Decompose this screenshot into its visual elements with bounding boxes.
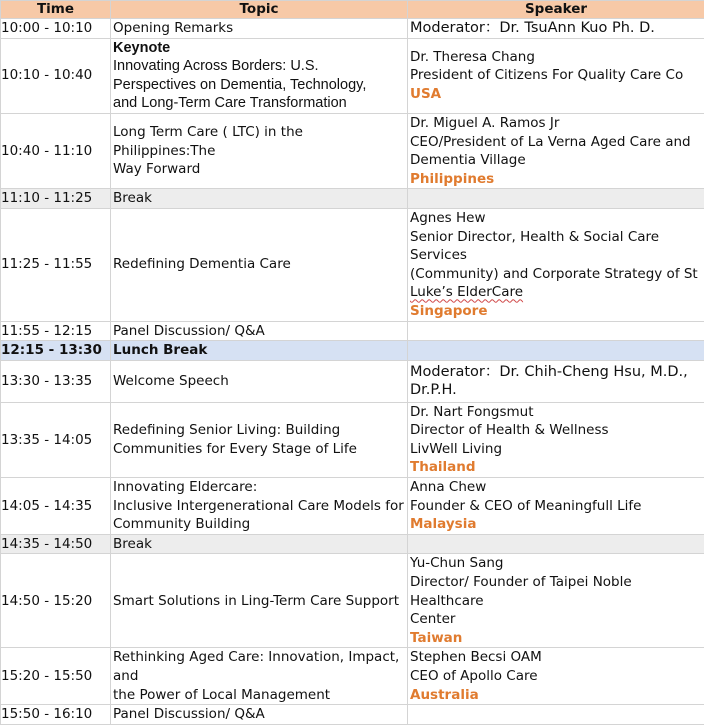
topic-line: Community Building [113,515,405,534]
speaker-name: Dr. Theresa Chang [410,48,702,67]
speaker-title: Director of Health & Wellness [410,421,702,440]
topic-cell [111,321,408,341]
topic-cell [111,189,408,209]
speaker-title: CEO of Apollo Care [410,667,702,686]
speaker-cell [408,402,704,477]
topic-cell [111,402,408,477]
topic-line: Panel Discussion/ Q&A [113,322,405,341]
keynote-label: Keynote [113,39,405,58]
speaker-cell [408,705,704,725]
speaker-title: President of Citizens For Quality Care Co [410,66,702,85]
speaker-cell [408,113,704,188]
break-row [1,189,704,209]
agenda-row [1,113,704,188]
time-cell: 11:25 - 11:55 [1,208,111,321]
speaker-title: Dementia Village [410,151,702,170]
time-cell: 10:10 - 10:40 [1,38,111,113]
speaker-cell [408,534,704,554]
time-cell: 13:30 - 13:35 [1,360,111,402]
topic-line: Panel Discussion/ Q&A [113,705,405,724]
speaker-cell [408,19,704,39]
speaker-cell [408,38,704,113]
agenda-row [1,19,704,39]
speaker-cell [408,189,704,209]
country-label: Philippines [410,170,702,189]
speaker-title: Founder & CEO of Meaningfull Life [410,497,702,516]
agenda-row [1,208,704,321]
topic-line: Innovating Eldercare: [113,478,405,497]
header-row [1,1,704,19]
country-label: Taiwan [410,629,702,648]
agenda-row [1,321,704,341]
agenda-row [1,478,704,535]
speaker-title: Luke’s ElderCare [410,283,702,302]
topic-cell [111,705,408,725]
topic-cell [111,208,408,321]
time-cell: 10:40 - 11:10 [1,113,111,188]
time-cell: 15:50 - 16:10 [1,705,111,725]
speaker-name: Dr. Miguel A. Ramos Jr [410,114,702,133]
speaker-name: Anna Chew [410,478,702,497]
speaker-title: Senior Director, Health & Social Care Services [410,228,702,265]
break-row [1,534,704,554]
time-cell: 10:00 - 10:10 [1,19,111,39]
agenda-row [1,402,704,477]
topic-line: Communities for Every Stage of Life [113,440,405,459]
speaker-header: Speaker [408,1,704,19]
topic-cell [111,19,408,39]
break-label: Break [113,189,405,208]
topic-cell [111,534,408,554]
topic-line: Smart Solutions in Ling-Term Care Support [113,592,405,611]
topic-line: Redefining Dementia Care [113,255,405,274]
topic-line: Redefining Senior Living: Building [113,421,405,440]
time-cell: 14:35 - 14:50 [1,534,111,554]
time-header: Time [1,1,111,19]
speaker-cell [408,554,704,648]
topic-line: Long Term Care ( LTC) in the Philippines:The [113,123,405,160]
moderator-line: Moderator：Dr. Chih-Cheng Hsu, M.D., [410,363,702,382]
topic-cell [111,38,408,113]
speaker-name: Agnes Hew [410,209,702,228]
topic-cell [111,648,408,705]
lunch-label: Lunch Break [113,341,405,360]
country-label: Malaysia [410,515,702,534]
topic-cell [111,113,408,188]
topic-cell [111,360,408,402]
speaker-title: Director/ Founder of Taipei Noble Healthcare [410,573,702,610]
speaker-name: Stephen Becsi OAM [410,648,702,667]
speaker-name: Dr. Nart Fongsmut [410,403,702,422]
country-label: USA [410,85,702,104]
agenda-row [1,554,704,648]
country-label: Thailand [410,458,702,477]
topic-line: Opening Remarks [113,19,405,38]
speaker-name: Yu-Chun Sang [410,554,702,573]
agenda-row [1,705,704,725]
speaker-cell [408,321,704,341]
topic-header: Topic [111,1,408,19]
topic-line: the Power of Local Management [113,686,405,705]
topic-cell [111,478,408,535]
speaker-title: (Community) and Corporate Strategy of St [410,265,702,284]
speaker-title: LivWell Living [410,440,702,459]
country-label: Singapore [410,302,702,321]
topic-cell [111,554,408,648]
time-cell: 14:05 - 14:35 [1,478,111,535]
agenda-row [1,648,704,705]
topic-line: Perspectives on Dementia, Technology, [113,76,405,95]
agenda-row [1,38,704,113]
speaker-cell [408,360,704,402]
time-cell: 11:55 - 12:15 [1,321,111,341]
speaker-cell [408,648,704,705]
topic-cell [111,341,408,361]
moderator-line: Dr.P.H. [410,381,702,400]
time-cell: 12:15 - 13:30 [1,341,111,361]
lunch-row [1,341,704,361]
topic-line: Innovating Across Borders: U.S. [113,57,405,76]
topic-line: Welcome Speech [113,372,405,391]
break-label: Break [113,535,405,554]
speaker-cell [408,478,704,535]
topic-line: and Long-Term Care Transformation [113,94,405,113]
time-cell: 14:50 - 15:20 [1,554,111,648]
country-label: Australia [410,686,702,705]
time-cell: 13:35 - 14:05 [1,402,111,477]
speaker-cell [408,341,704,361]
speaker-title: CEO/President of La Verna Aged Care and [410,133,702,152]
speaker-title: Center [410,610,702,629]
time-cell: 15:20 - 15:50 [1,648,111,705]
moderator-line: Moderator：Dr. TsuAnn Kuo Ph. D. [410,19,702,38]
agenda-row [1,360,704,402]
topic-line: Rethinking Aged Care: Innovation, Impact, and [113,648,405,685]
time-cell: 11:10 - 11:25 [1,189,111,209]
topic-line: Way Forward [113,160,405,179]
speaker-cell [408,208,704,321]
topic-line: Inclusive Intergenerational Care Models for [113,497,405,516]
